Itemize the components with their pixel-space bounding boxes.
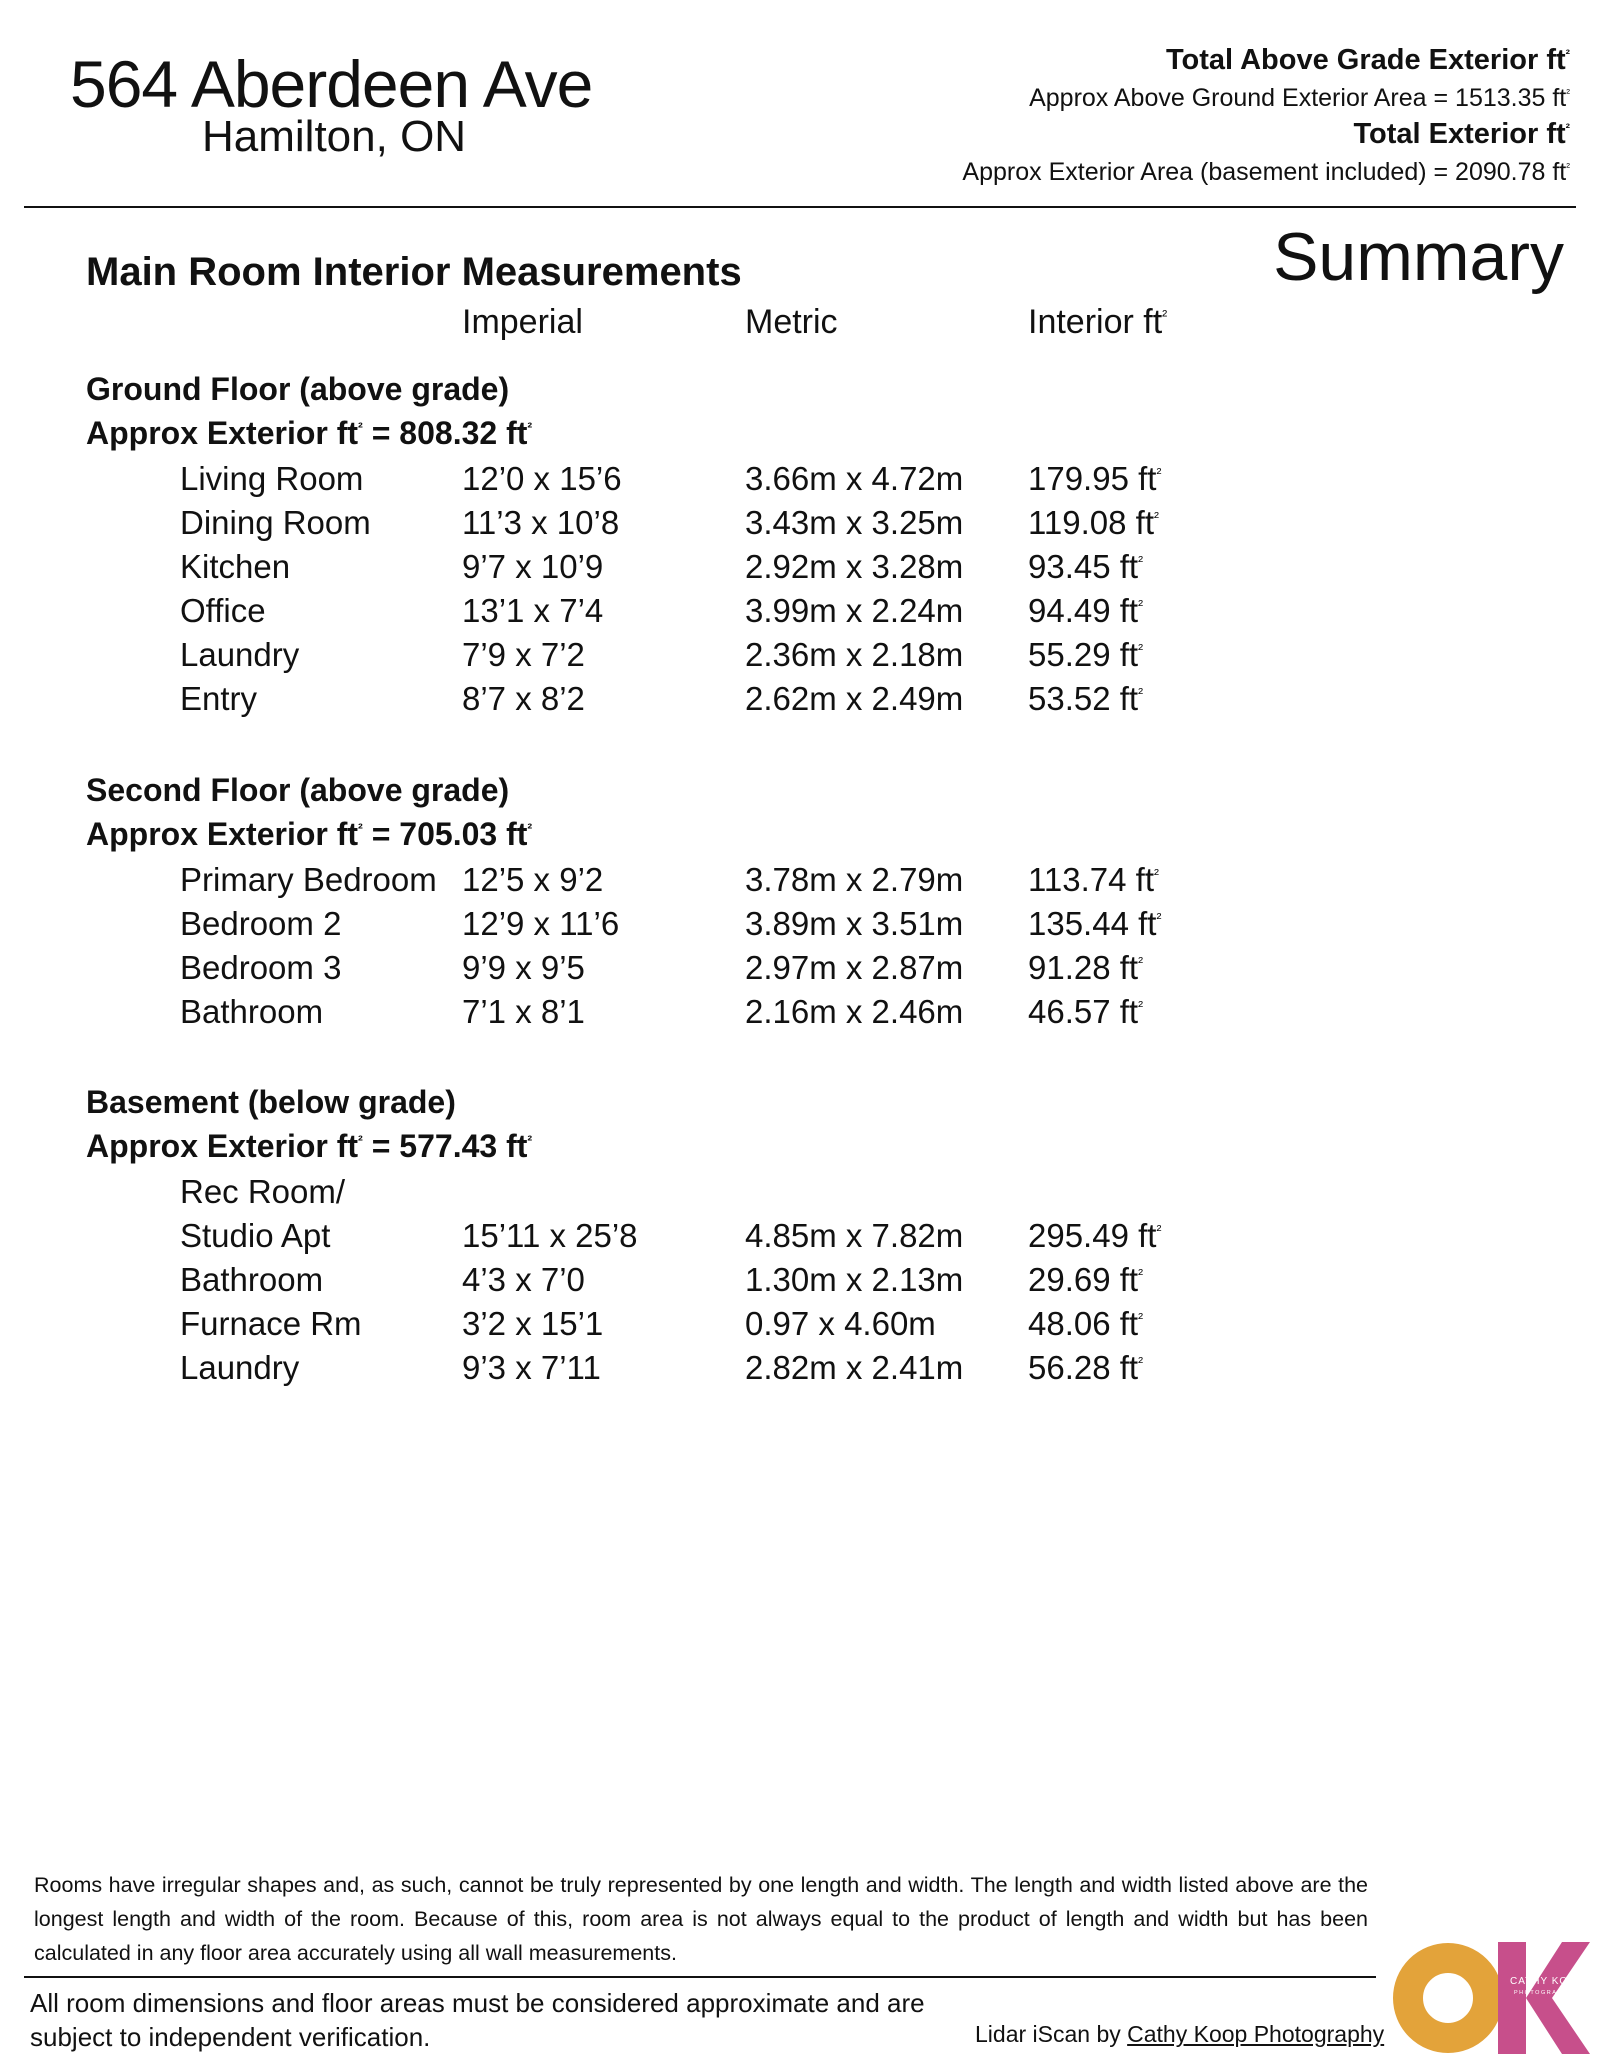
- exterior-value: = 808.32 ft: [362, 415, 528, 451]
- room-imperial: 15’11 x 25’8: [462, 1217, 638, 1254]
- room-row-bedroom-2: [0, 905, 1600, 949]
- room-metric: 2.62m x 2.49m: [745, 680, 964, 717]
- room-interior-value: 295.49 ft: [1028, 1217, 1157, 1254]
- summary-title: Summary: [1273, 219, 1564, 295]
- section-title-second-floor: Second Floor (above grade): [86, 772, 510, 808]
- sup: ²: [1565, 120, 1570, 136]
- sup: ²: [358, 1133, 363, 1150]
- room-metric: 0.97 x 4.60m: [745, 1305, 936, 1342]
- room-metric: 3.89m x 3.51m: [745, 905, 964, 942]
- sup: ²: [1154, 867, 1159, 883]
- section-exterior-ground-floor: [86, 415, 532, 452]
- room-name: Kitchen: [180, 548, 291, 585]
- room-interior-value: 48.06 ft: [1028, 1305, 1139, 1342]
- disclaimer: All room dimensions and floor areas must be considered approximate and are subject to independent verification.: [30, 1988, 925, 2052]
- room-imperial: 9’9 x 9’5: [462, 949, 585, 986]
- logo-letter-o: [1408, 1958, 1488, 2038]
- column-header-interior: [1028, 303, 1167, 342]
- credit-link[interactable]: Cathy Koop Photography: [1127, 2021, 1385, 2047]
- sup: ²: [1138, 999, 1144, 1015]
- room-name: Laundry: [180, 1349, 300, 1386]
- credit-prefix: Lidar iScan by: [975, 2021, 1128, 2047]
- sup: ²: [1156, 911, 1162, 927]
- sup: ²: [1138, 598, 1144, 614]
- room-row-basement-bathroom: [0, 1261, 1600, 1305]
- room-name: Bathroom: [180, 993, 324, 1030]
- total-above-grade-label: Total Above Grade Exterior ft: [1166, 44, 1566, 76]
- exterior-value: = 577.43 ft: [362, 1128, 528, 1164]
- logo-letter-k-arms: [1526, 1942, 1590, 2054]
- sup: ²: [1138, 1311, 1144, 1327]
- approx-above-ground-label: Approx Above Ground Exterior Area = 1513.35 ft: [1029, 84, 1567, 112]
- sup: ²: [1138, 554, 1144, 570]
- sup: ²: [1154, 510, 1159, 526]
- room-interior-value: 53.52 ft: [1028, 680, 1139, 717]
- room-metric: 2.97m x 2.87m: [745, 949, 964, 986]
- room-row-laundry: [0, 636, 1600, 680]
- room-interior-value: 56.28 ft: [1028, 1349, 1139, 1386]
- room-imperial: 12’0 x 15’6: [462, 460, 622, 497]
- column-header-imperial: Imperial: [462, 303, 583, 341]
- room-metric: 3.43m x 3.25m: [745, 504, 964, 541]
- room-imperial: 8’7 x 8’2: [462, 680, 585, 717]
- room-interior: [1028, 592, 1143, 630]
- room-metric: 3.66m x 4.72m: [745, 460, 964, 497]
- main-title: Main Room Interior Measurements: [86, 250, 742, 294]
- room-imperial: 7’1 x 8’1: [462, 993, 585, 1030]
- room-interior-value: 29.69 ft: [1028, 1261, 1139, 1298]
- sup: ²: [1156, 466, 1162, 482]
- address-line-2: Hamilton, ON: [202, 112, 467, 161]
- sup: ²: [527, 821, 533, 838]
- room-name: Bedroom 2: [180, 905, 342, 942]
- room-name: Bathroom: [180, 1261, 324, 1298]
- header-divider: [24, 206, 1576, 208]
- room-imperial: 13’1 x 7’4: [462, 592, 604, 629]
- room-interior: [1028, 548, 1143, 586]
- sup: ²: [1138, 642, 1144, 658]
- room-interior-value: 94.49 ft: [1028, 592, 1139, 629]
- approx-exterior-area: [962, 158, 1570, 187]
- room-row-primary-bedroom: [0, 861, 1600, 905]
- room-name: Primary Bedroom: [180, 861, 437, 898]
- sup: ²: [527, 420, 533, 437]
- exterior-label: Approx Exterior ft: [86, 415, 359, 451]
- total-exterior-label: Total Exterior ft: [1353, 118, 1566, 150]
- room-interior-value: 55.29 ft: [1028, 636, 1139, 673]
- room-interior-value: 135.44 ft: [1028, 905, 1157, 942]
- room-imperial: 9’7 x 10’9: [462, 548, 604, 585]
- sup: ²: [1566, 161, 1570, 174]
- approx-exterior-label: Approx Exterior Area (basement included) = 2090.78 ft: [962, 158, 1567, 186]
- room-metric: 2.16m x 2.46m: [745, 993, 964, 1030]
- room-interior-value: 113.74 ft: [1028, 861, 1154, 898]
- room-interior-value: 93.45 ft: [1028, 548, 1139, 585]
- room-interior: [1028, 1305, 1143, 1343]
- room-interior: [1028, 861, 1159, 899]
- sup: ²: [1565, 46, 1570, 62]
- sup: ²: [1138, 1355, 1144, 1371]
- room-interior-value: 179.95 ft: [1028, 460, 1157, 497]
- room-interior-value: 91.28 ft: [1028, 949, 1139, 986]
- sup: ²: [358, 821, 363, 838]
- room-row-furnace-rm: [0, 1305, 1600, 1349]
- section-exterior-basement: [86, 1128, 532, 1165]
- room-interior: [1028, 949, 1143, 987]
- logo-text-2: PHOTOGRAPHY: [1514, 1990, 1574, 1996]
- room-row-studio-apt: [0, 1217, 1600, 1261]
- logo-letter-k-stem: [1498, 1942, 1526, 2054]
- sup: ²: [1138, 686, 1144, 702]
- room-interior-value: 46.57 ft: [1028, 993, 1139, 1030]
- room-metric: 3.99m x 2.24m: [745, 592, 964, 629]
- exterior-label: Approx Exterior ft: [86, 816, 359, 852]
- room-name: Bedroom 3: [180, 949, 342, 986]
- sup: ²: [1162, 307, 1168, 325]
- room-row-bathroom: [0, 993, 1600, 1037]
- room-name: Rec Room/: [180, 1173, 346, 1210]
- room-interior-value: 119.08 ft: [1028, 504, 1154, 541]
- total-exterior-heading: [1353, 118, 1570, 151]
- footnote: Rooms have irregular shapes and, as such, cannot be truly represented by one length and width. The length and width listed above are the longest length and width of the room. Because of this, room area is not always equal to the product of length and width but has been calculated in any floor area accurately using all wall measurements.: [34, 1873, 1368, 1965]
- room-interior: [1028, 905, 1161, 943]
- room-row-basement-laundry: [0, 1349, 1600, 1393]
- room-metric: 2.82m x 2.41m: [745, 1349, 964, 1386]
- sup: ²: [358, 420, 363, 437]
- approx-above-ground-area: [1029, 84, 1570, 113]
- room-name: Dining Room: [180, 504, 371, 541]
- logo-text-1: CATHY KOOP: [1510, 1976, 1585, 1987]
- room-metric: 2.36m x 2.18m: [745, 636, 964, 673]
- exterior-value: = 705.03 ft: [362, 816, 528, 852]
- room-imperial: 7’9 x 7’2: [462, 636, 585, 673]
- room-interior: [1028, 504, 1159, 542]
- room-interior: [1028, 1261, 1143, 1299]
- room-metric: 2.92m x 3.28m: [745, 548, 964, 585]
- room-name: Laundry: [180, 636, 300, 673]
- room-interior: [1028, 680, 1143, 718]
- room-imperial: 11’3 x 10’8: [462, 504, 620, 541]
- room-row-kitchen: [0, 548, 1600, 592]
- room-name: Entry: [180, 680, 258, 717]
- room-row-living-room: [0, 460, 1600, 504]
- room-row-entry: [0, 680, 1600, 724]
- exterior-label: Approx Exterior ft: [86, 1128, 359, 1164]
- room-interior: [1028, 1217, 1161, 1255]
- room-metric: 1.30m x 2.13m: [745, 1261, 964, 1298]
- footer-divider: [24, 1976, 1376, 1978]
- room-interior: [1028, 636, 1143, 674]
- sup: ²: [1156, 1223, 1162, 1239]
- cathy-koop-logo: [1392, 1940, 1592, 2055]
- room-row-bedroom-3: [0, 949, 1600, 993]
- room-imperial: 12’9 x 11’6: [462, 905, 620, 942]
- room-name: Office: [180, 592, 266, 629]
- room-imperial: 12’5 x 9’2: [462, 861, 604, 898]
- section-exterior-second-floor: [86, 816, 532, 853]
- sup: ²: [1138, 1267, 1144, 1283]
- room-row-office: [0, 592, 1600, 636]
- sup: ²: [527, 1133, 533, 1150]
- sup: ²: [1566, 87, 1570, 100]
- total-above-grade-heading: [1166, 44, 1570, 77]
- room-metric: 3.78m x 2.79m: [745, 861, 964, 898]
- room-interior: [1028, 993, 1143, 1031]
- room-metric: 4.85m x 7.82m: [745, 1217, 964, 1254]
- room-name: Studio Apt: [180, 1217, 331, 1254]
- room-interior: [1028, 460, 1161, 498]
- column-header-metric: Metric: [745, 303, 838, 341]
- address-line-1: 564 Aberdeen Ave: [70, 47, 593, 121]
- room-imperial: 9’3 x 7’11: [462, 1349, 601, 1386]
- credit: [975, 2021, 1384, 2048]
- room-name: Living Room: [180, 460, 364, 497]
- room-imperial: 3’2 x 15’1: [462, 1305, 604, 1342]
- column-header-interior-label: Interior ft: [1028, 303, 1163, 341]
- room-row-dining-room: [0, 504, 1600, 548]
- section-title-ground-floor: Ground Floor (above grade): [86, 371, 510, 407]
- sup: ²: [1138, 955, 1144, 971]
- room-imperial: 4’3 x 7’0: [462, 1261, 585, 1298]
- room-interior: [1028, 1349, 1143, 1387]
- section-title-basement: Basement (below grade): [86, 1084, 456, 1120]
- room-name: Furnace Rm: [180, 1305, 362, 1342]
- room-row-rec-room: [0, 1173, 1600, 1217]
